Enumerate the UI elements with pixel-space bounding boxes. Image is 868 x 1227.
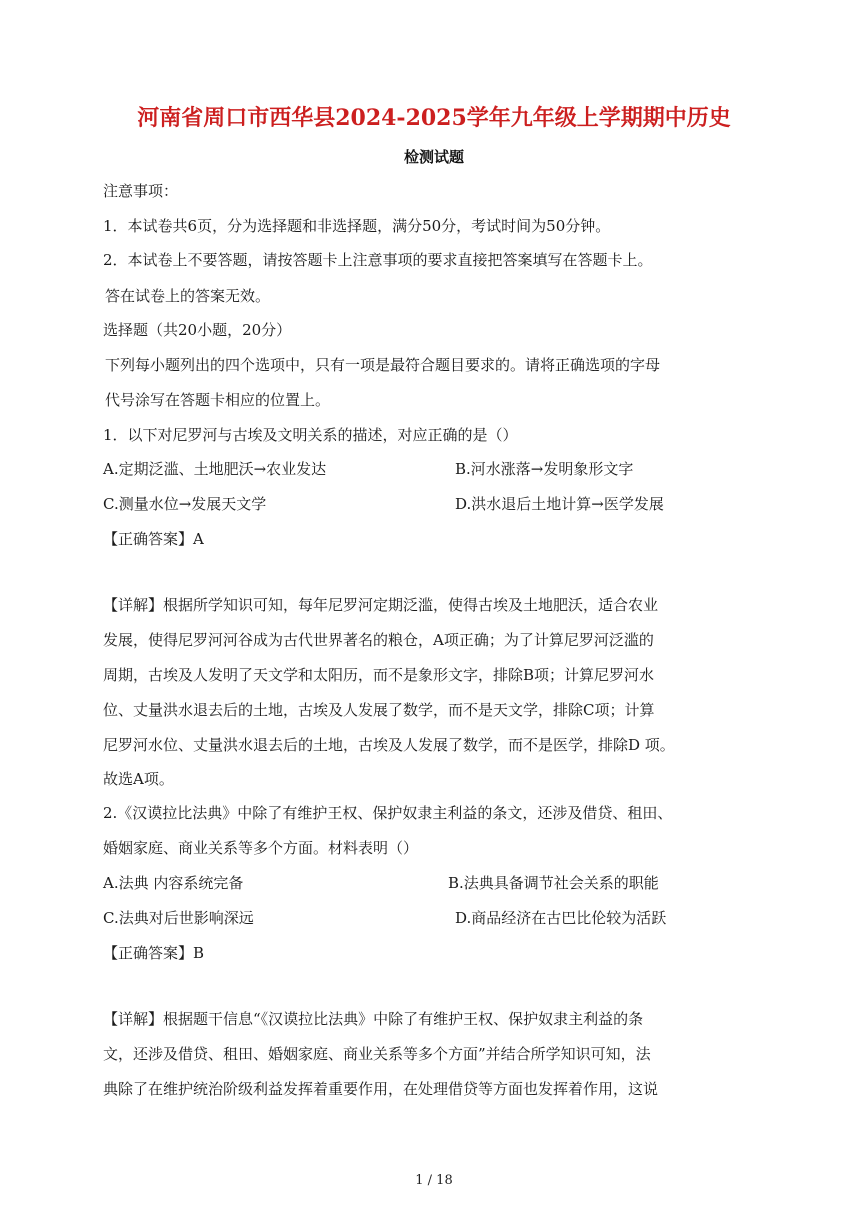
- question-1-answer: 【正确答案】A: [103, 530, 204, 548]
- document-title: 河南省周口市西华县2024-2025学年九年级上学期期中历史: [137, 105, 731, 131]
- question-2-option-c: C.法典对后世影响深远: [103, 909, 254, 927]
- section-description-2: 代号涂写在答题卡相应的位置上。: [105, 391, 331, 409]
- notice-item-1: 1．本试卷共6页，分为选择题和非选择题，满分50分，考试时间为50分钟。: [103, 217, 611, 235]
- question-2-stem-2: 婚姻家庭、商业关系等多个方面。材料表明（）: [103, 839, 419, 857]
- question-1-option-a: A.定期泛滥、土地肥沃→农业发达: [103, 460, 327, 478]
- page-number: 1 / 18: [415, 1173, 453, 1188]
- question-2-explain-line: 文，还涉及借贷、租田、婚姻家庭、商业关系等多个方面”并结合所学知识可知，法: [103, 1045, 651, 1063]
- question-2-option-a: A.法典 内容系统完备: [103, 874, 244, 892]
- question-1-option-d: D.洪水退后土地计算→医学发展: [455, 495, 664, 513]
- notice-item-2: 2．本试卷上不要答题，请按答题卡上注意事项的要求直接把答案填写在答题卡上。: [103, 251, 653, 269]
- section-description-1: 下列每小题列出的四个选项中，只有一项是最符合题目要求的。请将正确选项的字母: [105, 356, 661, 374]
- notice-item-2-cont: 答在试卷上的答案无效。: [105, 287, 271, 305]
- question-2-explain-line: 【详解】根据题干信息“《汉谟拉比法典》中除了有维护王权、保护奴隶主利益的条: [103, 1010, 644, 1028]
- question-1-explain-line: 周期，古埃及人发明了天文学和太阳历，而不是象形文字，排除B项；计算尼罗河水: [103, 666, 655, 684]
- document-subtitle: 检测试题: [403, 148, 464, 166]
- question-2-answer: 【正确答案】B: [103, 944, 205, 962]
- question-2-explain-line: 典除了在维护统治阶级利益发挥着重要作用，在处理借贷等方面也发挥着作用，这说: [103, 1080, 659, 1098]
- question-1-stem: 1．以下对尼罗河与古埃及文明关系的描述，对应正确的是（）: [103, 426, 518, 444]
- question-1-option-b: B.河水涨落→发明象形文字: [455, 460, 634, 478]
- question-1-explain-line: 位、丈量洪水退去后的土地，古埃及人发展了数学，而不是天文学，排除C项；计算: [103, 701, 655, 719]
- question-2-option-b: B.法典具备调节社会关系的职能: [448, 874, 659, 892]
- section-heading: 选择题（共20小题，20分）: [103, 321, 292, 339]
- notice-heading: 注意事项：: [103, 182, 179, 200]
- question-2-option-d: D.商品经济在古巴比伦较为活跃: [455, 909, 667, 927]
- question-2-stem-1: 2.《汉谟拉比法典》中除了有维护王权、保护奴隶主利益的条文，还涉及借贷、租田、: [103, 804, 673, 822]
- question-1-explain-line: 故选A项。: [103, 770, 174, 788]
- question-1-explain-line: 尼罗河水位、丈量洪水退去后的土地，古埃及人发展了数学，而不是医学，排除D 项。: [103, 736, 675, 754]
- question-1-explain-line: 【详解】根据所学知识可知，每年尼罗河定期泛滥，使得古埃及土地肥沃，适合农业: [103, 596, 659, 614]
- question-1-option-c: C.测量水位→发展天文学: [103, 495, 267, 513]
- question-1-explain-line: 发展，使得尼罗河河谷成为古代世界著名的粮仓，A项正确；为了计算尼罗河泛滥的: [103, 631, 654, 649]
